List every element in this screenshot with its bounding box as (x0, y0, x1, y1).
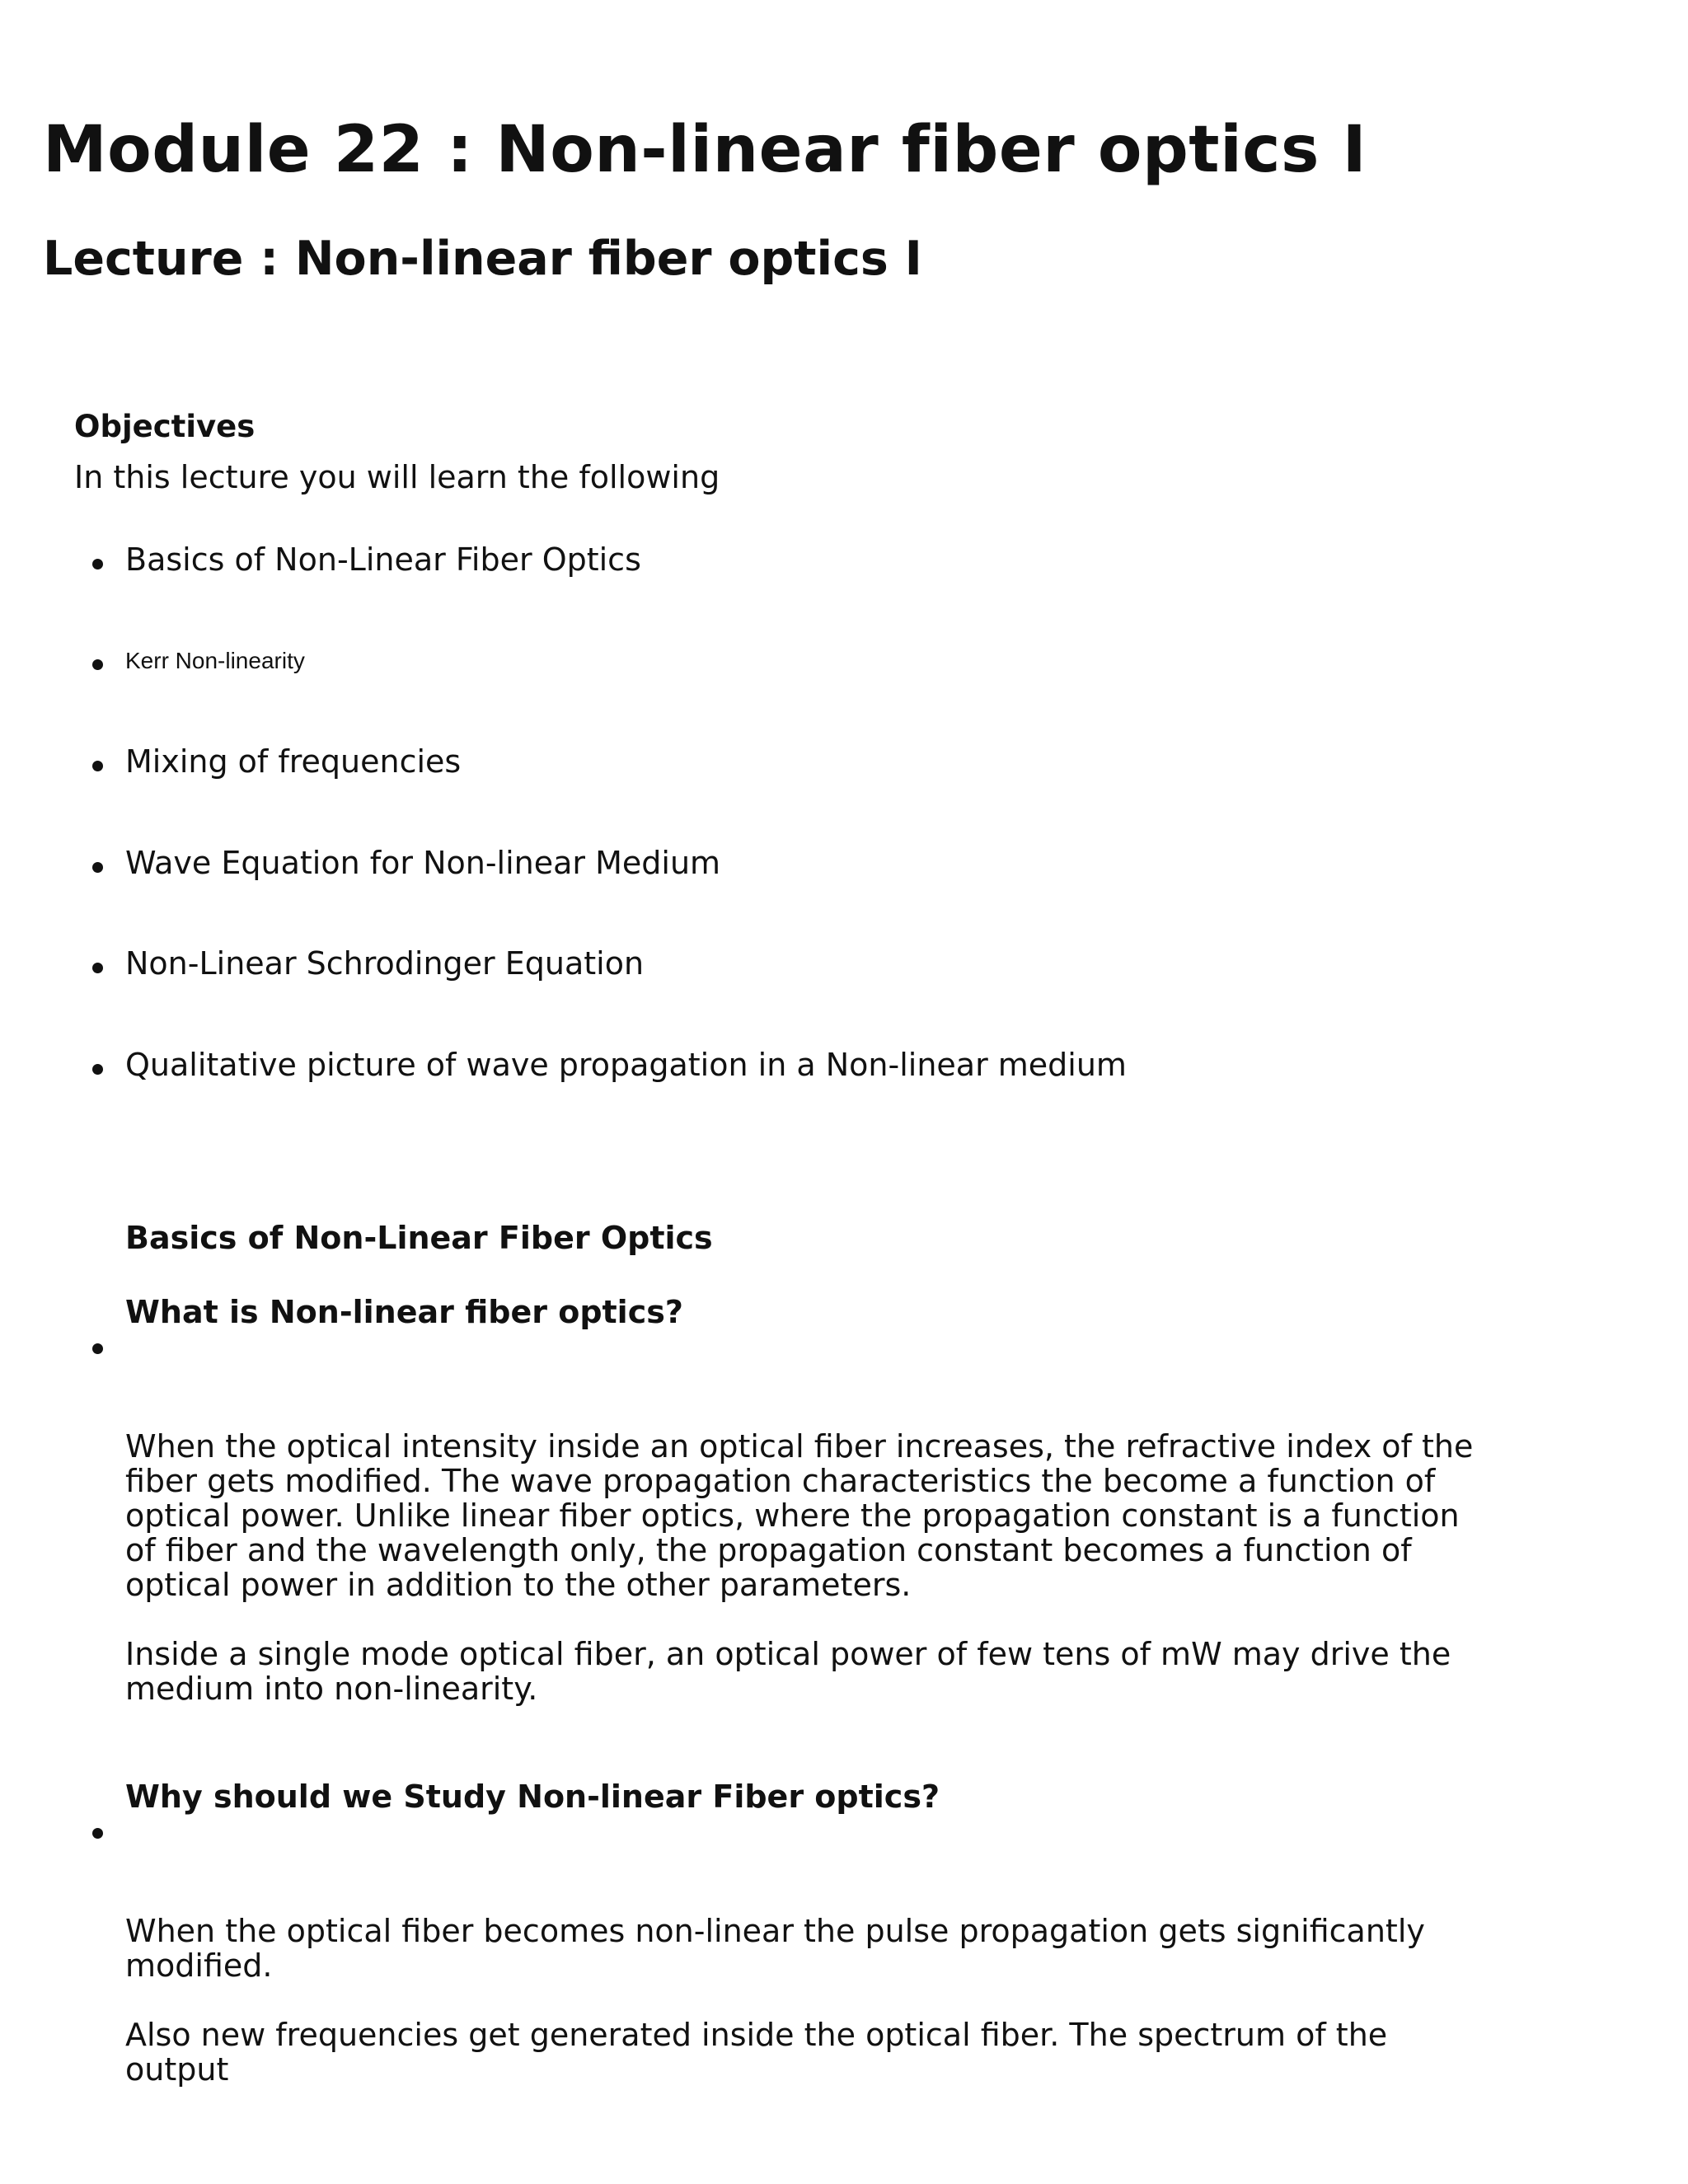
paragraph-what-is-2: Inside a single mode optical fiber, an optical power of few tens of mW may drive the medium into non-linearity. (125, 1636, 1451, 1707)
bullet-icon (92, 1828, 103, 1839)
paragraph-why-study-2: Also new frequencies get generated inside the optical fiber. The spectrum of the output (125, 2017, 1388, 2088)
paragraph-what-is-1: When the optical intensity inside an optical fiber increases, the refractive index of the fiber gets modified. The wave propagation characteristics the become a function of optical power. Unlike linear fiber optics, where the propagation constant is a function of fiber and the wavelength only, the propagation constant becomes a function of optical power in addition to the other parameters. (125, 1428, 1474, 1603)
section-heading-basics: Basics of Non-Linear Fiber Optics (125, 1220, 713, 1256)
objective-item-5: Non-Linear Schrodinger Equation (125, 945, 645, 982)
bullet-icon (92, 559, 103, 569)
bullet-icon (92, 659, 103, 670)
objective-item-6: Qualitative picture of wave propagation in a Non-linear medium (125, 1047, 1127, 1083)
objective-item-4: Wave Equation for Non-linear Medium (125, 845, 721, 881)
objective-item-1: Basics of Non-Linear Fiber Optics (125, 541, 641, 578)
bullet-icon (92, 862, 103, 873)
bullet-icon (92, 963, 103, 973)
question-heading-why-study: Why should we Study Non-linear Fiber optics? (125, 1779, 940, 1815)
objective-item-2: Kerr Non-linearity (125, 648, 305, 673)
objectives-heading: Objectives (74, 409, 256, 444)
paragraph-why-study-1: When the optical fiber becomes non-linear the pulse propagation gets significantly modified. (125, 1913, 1425, 1984)
bullet-icon (92, 1343, 103, 1354)
bullet-icon (92, 761, 103, 771)
module-title: Module 22 : Non-linear fiber optics I (43, 113, 1367, 187)
objectives-intro: In this lecture you will learn the following (74, 459, 720, 495)
lecture-title: Lecture : Non-linear fiber optics I (43, 232, 922, 286)
bullet-icon (92, 1064, 103, 1075)
objective-item-3: Mixing of frequencies (125, 743, 462, 780)
question-heading-what-is: What is Non-linear fiber optics? (125, 1294, 683, 1330)
